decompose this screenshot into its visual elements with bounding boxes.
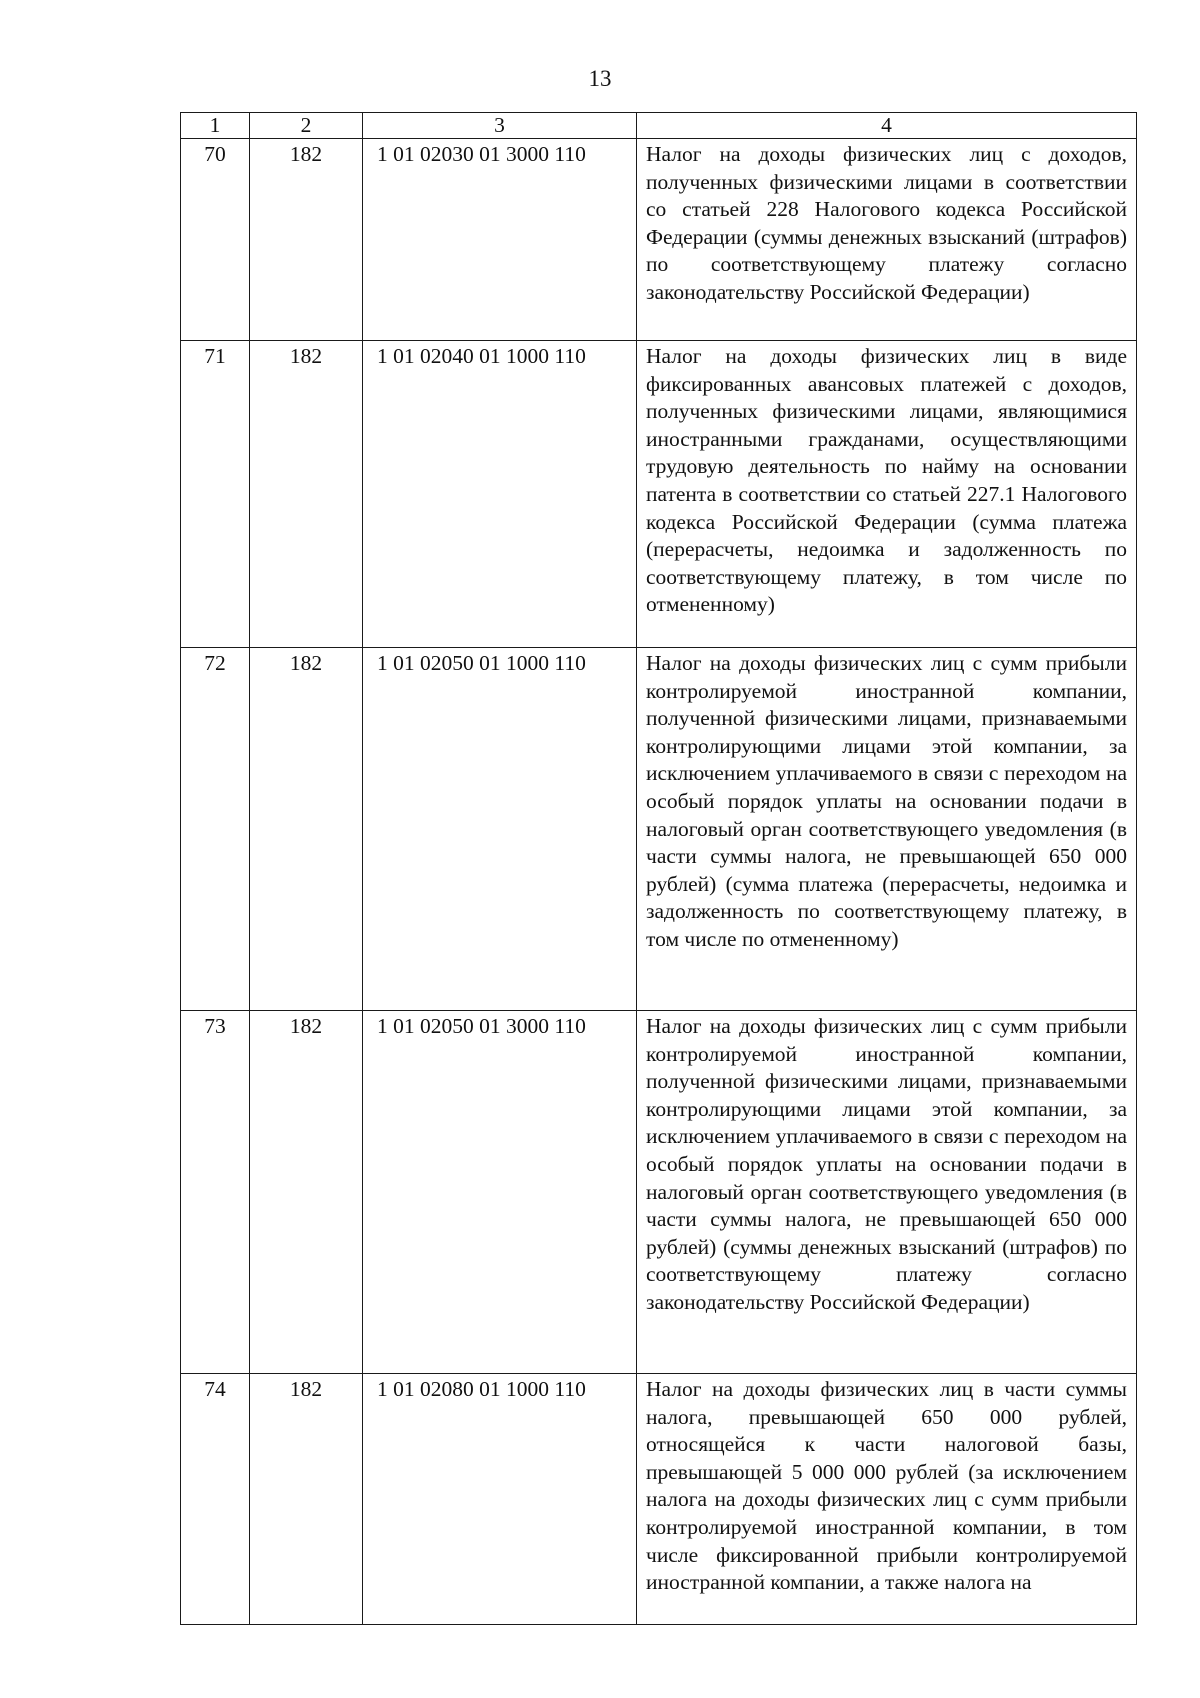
row-number: 74 <box>181 1374 250 1625</box>
table-row <box>181 139 1137 341</box>
administrator-code: 182 <box>250 341 363 648</box>
row-number: 73 <box>181 1011 250 1374</box>
budget-classification-code: 1 01 02080 01 1000 110 <box>363 1374 637 1625</box>
income-description: Налог на доходы физических лиц в части суммы налога, превышающей 650 000 рублей, относящейся к части налоговой базы, превышающей 5 000 000 рублей (за исключением налога на доходы физических лиц с сумм прибыли контролируемой иностранной компании, в том числе фиксированной прибыли контролируемой иностранной компании, а также налога на <box>637 1374 1137 1625</box>
administrator-code: 182 <box>250 1011 363 1374</box>
administrator-code: 182 <box>250 139 363 341</box>
income-description: Налог на доходы физических лиц с сумм прибыли контролируемой иностранной компании, полученной физическими лицами, признаваемыми контролирующими лицами этой компании, за исключением уплачиваемого в связи с переходом на особый порядок уплаты на основании подачи в налоговый орган соответствующего уведомления (в части суммы налога, не превышающей 650 000 рублей) (суммы денежных взысканий (штрафов) по соответствующему платежу согласно законодательству Российской Федерации) <box>637 1011 1137 1374</box>
administrator-code: 182 <box>250 1374 363 1625</box>
column-header-4: 4 <box>637 113 1137 139</box>
table-row <box>181 341 1137 648</box>
column-header-3: 3 <box>363 113 637 139</box>
table-header-row <box>181 113 1137 139</box>
budget-classification-code: 1 01 02030 01 3000 110 <box>363 139 637 341</box>
administrator-code: 182 <box>250 648 363 1011</box>
income-description: Налог на доходы физических лиц с сумм прибыли контролируемой иностранной компании, полученной физическими лицами, признаваемыми контролирующими лицами этой компании, за исключением уплачиваемого в связи с переходом на особый порядок уплаты на основании подачи в налоговый орган соответствующего уведомления (в части суммы налога, не превышающей 650 000 рублей) (сумма платежа (перерасчеты, недоимка и задолженность по соответствующему платежу, в том числе по отмененному) <box>637 648 1137 1011</box>
table-row <box>181 1374 1137 1625</box>
row-number: 71 <box>181 341 250 648</box>
budget-classification-code: 1 01 02050 01 1000 110 <box>363 648 637 1011</box>
row-number: 72 <box>181 648 250 1011</box>
page-number: 13 <box>588 66 612 91</box>
row-number: 70 <box>181 139 250 341</box>
budget-classification-code: 1 01 02040 01 1000 110 <box>363 341 637 648</box>
income-description: Налог на доходы физических лиц в виде фиксированных авансовых платежей с доходов, полученных физическими лицами, являющимися иностранными гражданами, осуществляющими трудовую деятельность по найму на основании патента в соответствии со статьей 227.1 Налогового кодекса Российской Федерации (сумма платежа (перерасчеты, недоимка и задолженность по соответствующему платежу, в том числе по отмененному) <box>637 341 1137 648</box>
budget-code-table <box>180 112 1137 1625</box>
table-row <box>181 648 1137 1011</box>
table-row <box>181 1011 1137 1374</box>
income-description: Налог на доходы физических лиц с доходов, полученных физическими лицами в соответствии со статьей 228 Налогового кодекса Российской Федерации (суммы денежных взысканий (штрафов) по соответствующему платежу согласно законодательству Российской Федерации) <box>637 139 1137 341</box>
column-header-1: 1 <box>181 113 250 139</box>
column-header-2: 2 <box>250 113 363 139</box>
budget-classification-code: 1 01 02050 01 3000 110 <box>363 1011 637 1374</box>
